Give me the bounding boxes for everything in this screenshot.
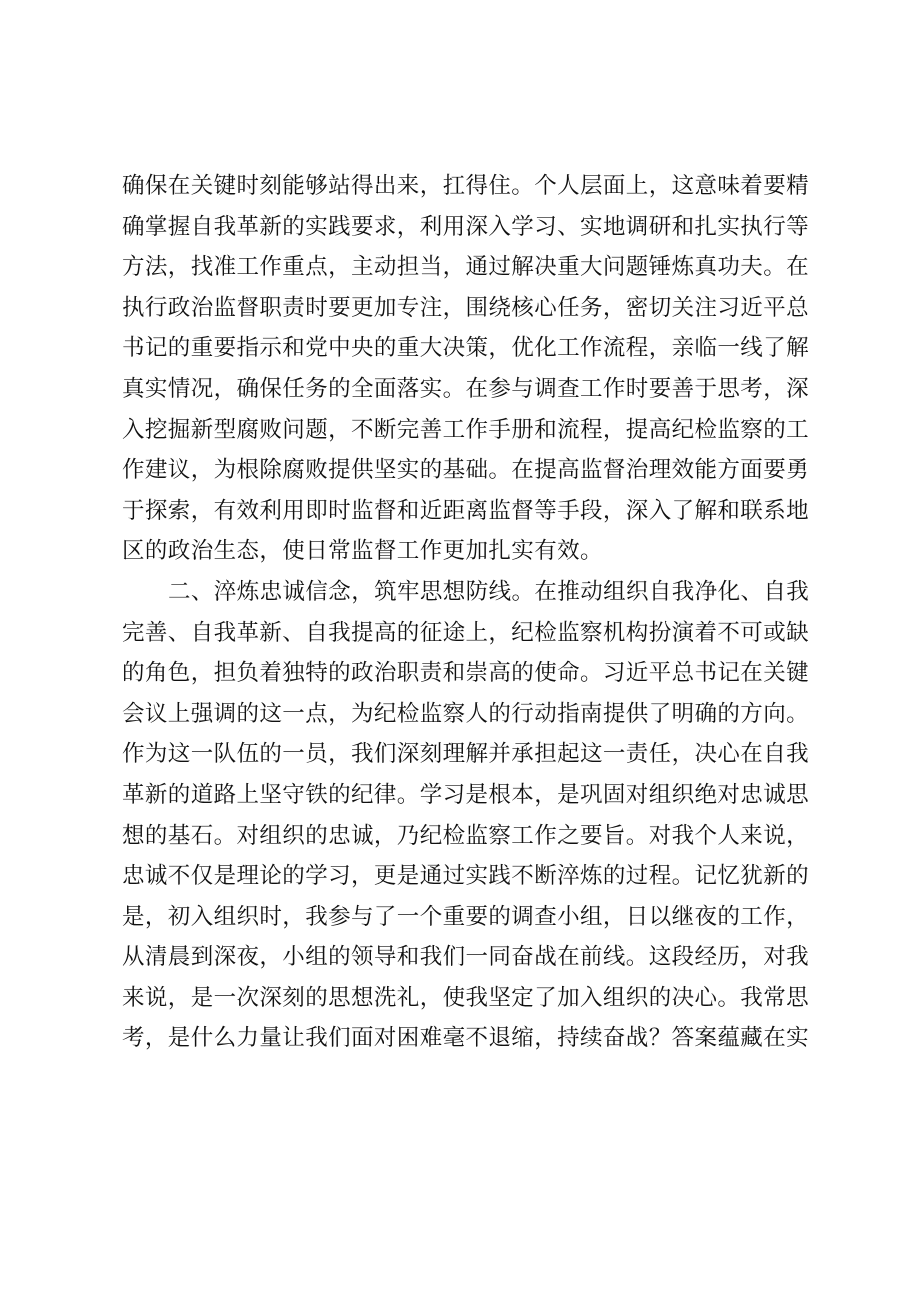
text-line: 从清晨到深夜，小组的领导和我们一同奋战在前线。这段经历，对我 [122, 944, 810, 971]
text-line: 确掌握自我革新的实践要求，利用深入学习、实地调研和扎实执行等 [122, 213, 810, 240]
text-line: 的角色，担负着独特的政治职责和崇高的使命。习近平总书记在关键 [122, 660, 810, 687]
text-line: 作为这一队伍的一员，我们深刻理解并承担起这一责任，决心在自我 [122, 741, 810, 768]
paragraph-1 [122, 166, 810, 572]
text-line: 入挖掘新型腐败问题，不断完善工作手册和流程，提高纪检监察的工 [122, 416, 810, 443]
text-line: 考，是什么力量让我们面对困难毫不退缩，持续奋战？答案蕴藏在实 [122, 1025, 810, 1052]
text-line: 于探索，有效利用即时监督和近距离监督等手段，深入了解和联系地 [122, 497, 810, 524]
text-line: 执行政治监督职责时要更加专注，围绕核心任务，密切关注习近平总 [122, 294, 810, 321]
text-line: 真实情况，确保任务的全面落实。在参与调查工作时要善于思考，深 [122, 375, 810, 402]
text-line: 区的政治生态，使日常监督工作更加扎实有效。 [122, 538, 603, 565]
text-line: 会议上强调的这一点，为纪检监察人的行动指南提供了明确的方向。 [122, 700, 810, 727]
text-line: 来说，是一次深刻的思想洗礼，使我坚定了加入组织的决心。我常思 [122, 984, 810, 1011]
text-line: 想的基石。对组织的忠诚，乃纪检监察工作之要旨。对我个人来说， [122, 822, 810, 849]
text-line: 确保在关键时刻能够站得出来，扛得住。个人层面上，这意味着要精 [122, 173, 810, 199]
document-body [122, 166, 810, 1059]
text-line: 革新的道路上坚守铁的纪律。学习是根本，是巩固对组织绝对忠诚思 [122, 781, 810, 808]
text-line: 方法，找准工作重点，主动担当，通过解决重大问题锤炼真功夫。在 [122, 254, 810, 281]
text-line: 作建议，为根除腐败提供坚实的基础。在提高监督治理效能方面要勇 [122, 457, 810, 484]
text-line: 完善、自我革新、自我提高的征途上，纪检监察机构扮演着不可或缺 [122, 619, 810, 646]
text-line: 是，初入组织时，我参与了一个重要的调查小组，日以继夜的工作， [122, 903, 810, 930]
text-line: 忠诚不仅是理论的学习，更是通过实践不断淬炼的过程。记忆犹新的 [122, 863, 810, 890]
text-line: 书记的重要指示和党中央的重大决策，优化工作流程，亲临一线了解 [122, 335, 810, 362]
paragraph-2 [122, 572, 810, 1059]
text-line: 二、淬炼忠诚信念，筑牢思想防线。在推动组织自我净化、自我 [168, 578, 810, 605]
